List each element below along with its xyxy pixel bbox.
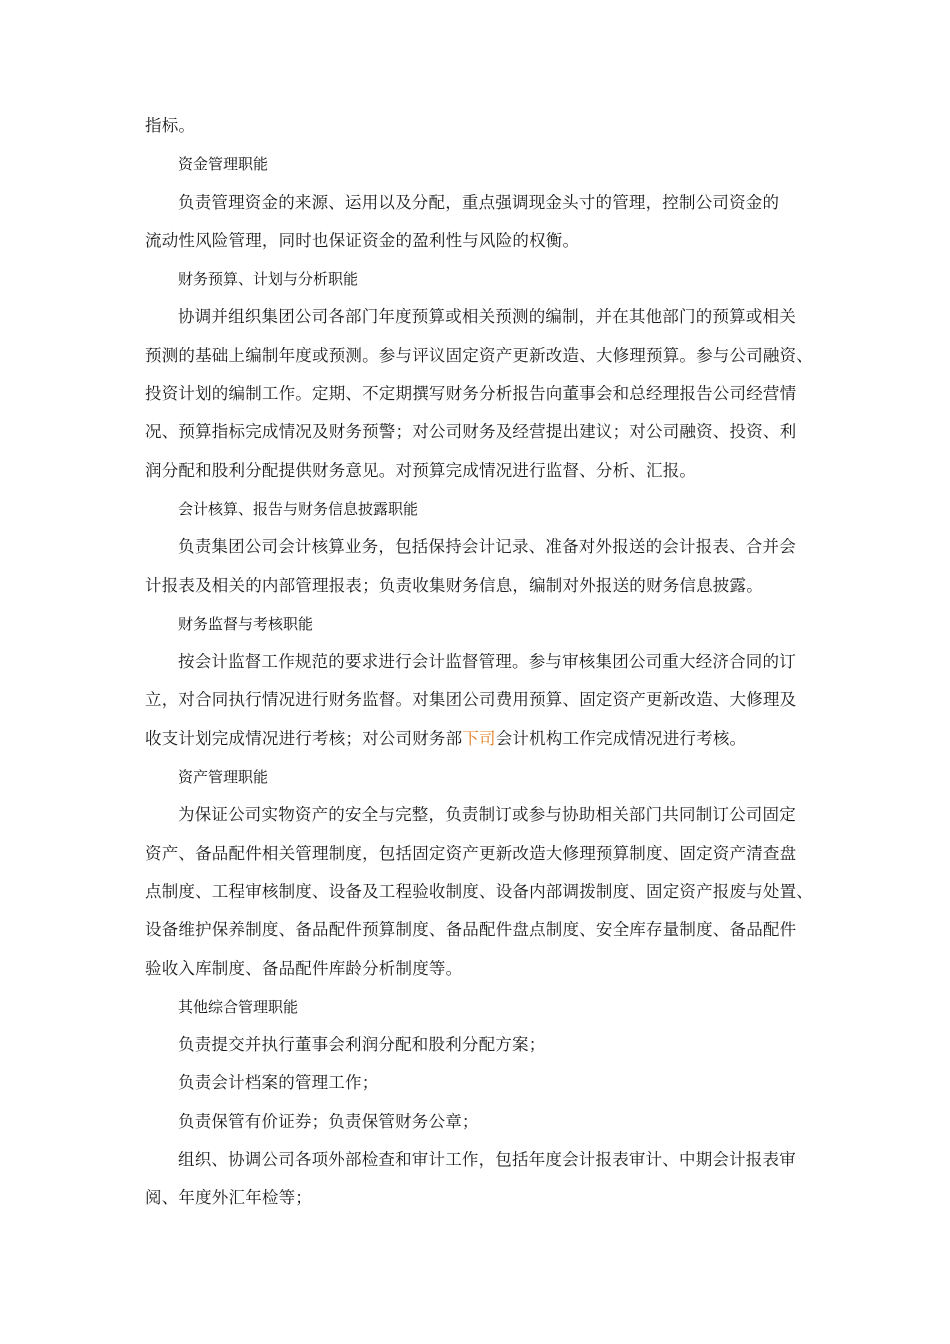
paragraph-line: 点制度、工程审核制度、设备及工程验收制度、设备内部调拨制度、固定资产报废与处置、 xyxy=(145,881,813,901)
paragraph-line: 组织、协调公司各项外部检查和审计工作，包括年度会计报表审计、中期会计报表审 xyxy=(178,1150,796,1170)
paragraph-line: 计报表及相关的内部管理报表；负责收集财务信息，编制对外报送的财务信息披露。 xyxy=(145,575,763,595)
section-heading-budget: 财务预算、计划与分析职能 xyxy=(178,270,359,289)
paragraph-line: 设备维护保养制度、备品配件预算制度、备品配件盘点制度、安全库存量制度、备品配件 xyxy=(145,920,797,940)
section-heading-accounting: 会计核算、报告与财务信息披露职能 xyxy=(178,499,419,518)
paragraph-line: 况、预算指标完成情况及财务预警；对公司财务及经营提出建议；对公司融资、投资、利 xyxy=(145,422,797,442)
paragraph-line: 验收入库制度、备品配件库龄分析制度等。 xyxy=(145,958,463,978)
paragraph-line: 负责集团公司会计核算业务，包括保持会计记录、准备对外报送的会计报表、合并会 xyxy=(178,537,796,557)
section-heading-fund-management: 资金管理职能 xyxy=(178,155,269,174)
paragraph-line: 预测的基础上编制年度或预测。参与评议固定资产更新改造、大修理预算。参与公司融资、 xyxy=(145,345,813,365)
text-segment: 收支计划完成情况进行考核；对公司财务部 xyxy=(145,728,463,748)
list-item: 负责会计档案的管理工作； xyxy=(178,1073,379,1093)
list-item: 负责提交并执行董事会利润分配和股利分配方案； xyxy=(178,1035,546,1055)
section-heading-assets: 资产管理职能 xyxy=(178,768,269,787)
paragraph-line: 润分配和股利分配提供财务意见。对预算完成情况进行监督、分析、汇报。 xyxy=(145,460,697,480)
paragraph-line: 协调并组织集团公司各部门年度预算或相关预测的编制，并在其他部门的预算或相关 xyxy=(178,307,796,327)
section-heading-other: 其他综合管理职能 xyxy=(178,997,299,1016)
paragraph-line: 投资计划的编制工作。定期、不定期撰写财务分析报告向董事会和总经理报告公司经营情 xyxy=(145,384,797,404)
paragraph-line: 负责管理资金的来源、运用以及分配，重点强调现金头寸的管理，控制公司资金的 xyxy=(178,192,780,212)
paragraph-line: 为保证公司实物资产的安全与完整，负责制订或参与协助相关部门共同制订公司固定 xyxy=(178,805,796,825)
text-segment: 会计机构工作完成情况进行考核。 xyxy=(495,728,747,748)
paragraph-line: 立，对合同执行情况进行财务监督。对集团公司费用预算、固定资产更新改造、大修理及 xyxy=(145,690,797,710)
paragraph-line: 阅、年度外汇年检等； xyxy=(145,1188,312,1208)
highlighted-text: 下司 xyxy=(462,728,496,748)
list-item: 负责保管有价证券；负责保管财务公章； xyxy=(178,1111,479,1131)
document-body xyxy=(145,112,825,1223)
paragraph-line: 流动性风险管理，同时也保证资金的盈利性与风险的权衡。 xyxy=(145,230,580,250)
section-heading-supervision: 财务监督与考核职能 xyxy=(178,614,314,633)
paragraph-line: 按会计监督工作规范的要求进行会计监督管理。参与审核集团公司重大经济合同的订 xyxy=(178,652,796,672)
paragraph-line: 指标。 xyxy=(145,116,196,135)
paragraph-line: 资产、备品配件相关管理制度，包括固定资产更新改造大修理预算制度、固定资产清查盘 xyxy=(145,843,797,863)
paragraph-line xyxy=(145,725,825,763)
